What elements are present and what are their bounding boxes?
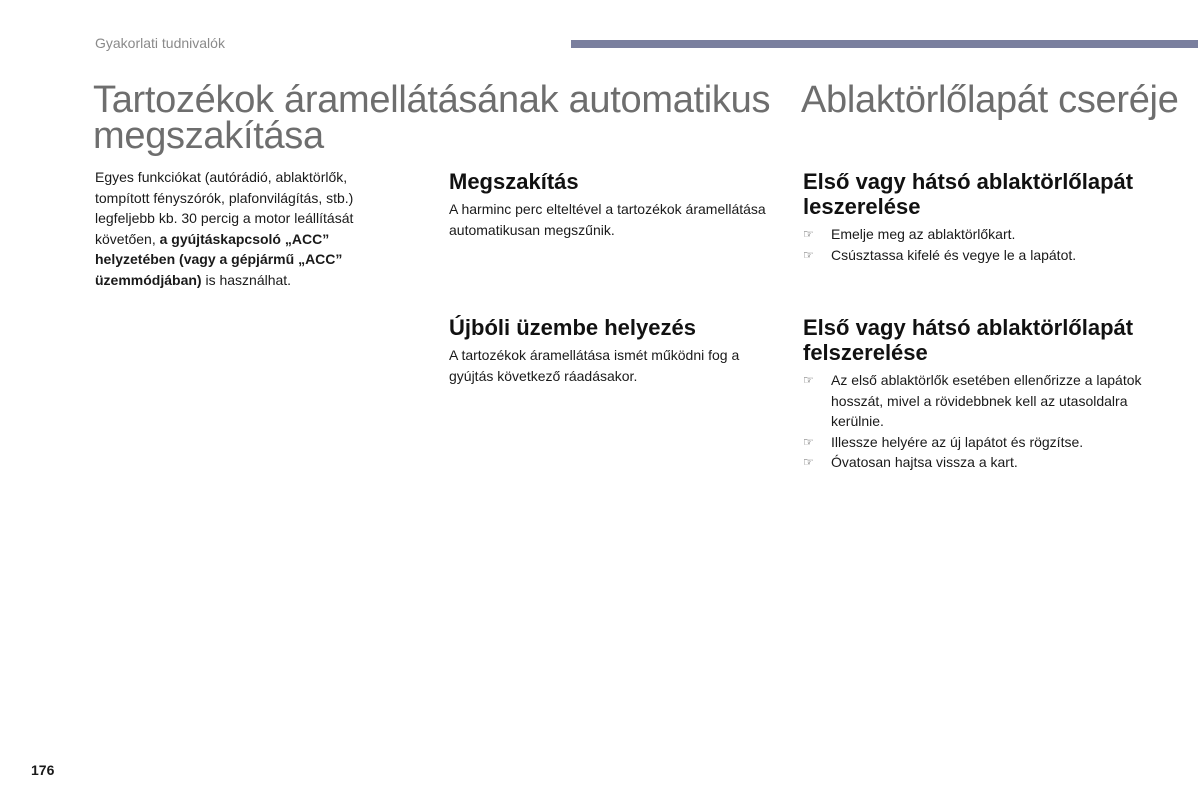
step-text: Illessze helyére az új lapátot és rögzítse. [831,433,1084,450]
intro-paragraph [95,167,395,290]
interruption-text: A harminc perc elteltével a tartozékok áramellátása automatikusan megszűnik. [449,201,766,238]
page-number: 176 [31,762,55,778]
pointing-hand-icon: ☞ [803,227,814,241]
page-title-accessory-power: Tartozékok áramellátásának automatikus megszakítása [93,79,771,157]
intro-text-part1: Egyes funkciókat (autórádió, ablaktörlők, tompított fényszórók, plafonvilágítás, stb.) legfeljebb kb. 30 percig a motor leállítását követően, [95,169,354,247]
heading-interruption: Megszakítás [449,169,579,194]
pointing-hand-icon: ☞ [803,434,814,449]
step-text: Óvatosan hajtsa vissza a kart. [831,454,1018,470]
step-text: Az első ablaktörlők esetében ellenőrizze a lapátok hosszát, mivel a rövidebbnek kell az utasoldalra kerülnie. [831,372,1142,429]
intro-text-part2: is használhat. [201,271,292,288]
intro-text-bold: a gyújtáskapcsoló „ACC” helyzetében (vagy a gépjármű „ACC” üzemmódjában) [95,230,343,288]
heading-reactivation: Újbóli üzembe helyezés [449,315,696,340]
list-item [803,224,1163,245]
heading-blade-installation: Első vagy hátsó ablaktörlőlapát felszerelése [803,315,1134,365]
installation-steps [803,370,1163,473]
page-title-wiper-blade: Ablaktörlőlapát cseréje [801,79,1179,121]
list-item [803,452,1163,473]
step-text: Csúsztassa kifelé és vegye le a lapátot. [831,246,1077,263]
removal-steps [803,224,1163,265]
pointing-hand-icon: ☞ [803,373,814,387]
running-header: Gyakorlati tudnivalók [95,35,225,51]
reactivation-text: A tartozékok áramellátása ismét működni fog a gyújtás következő ráadásakor. [449,347,740,384]
header-rule [571,40,1198,48]
pointing-hand-icon: ☞ [803,247,814,262]
list-item [803,370,1163,432]
pointing-hand-icon: ☞ [803,455,814,469]
step-text: Emelje meg az ablaktörlőkart. [831,226,1016,242]
list-item [803,245,1163,266]
heading-blade-removal: Első vagy hátsó ablaktörlőlapát leszerelése [803,169,1134,219]
list-item [803,432,1163,453]
